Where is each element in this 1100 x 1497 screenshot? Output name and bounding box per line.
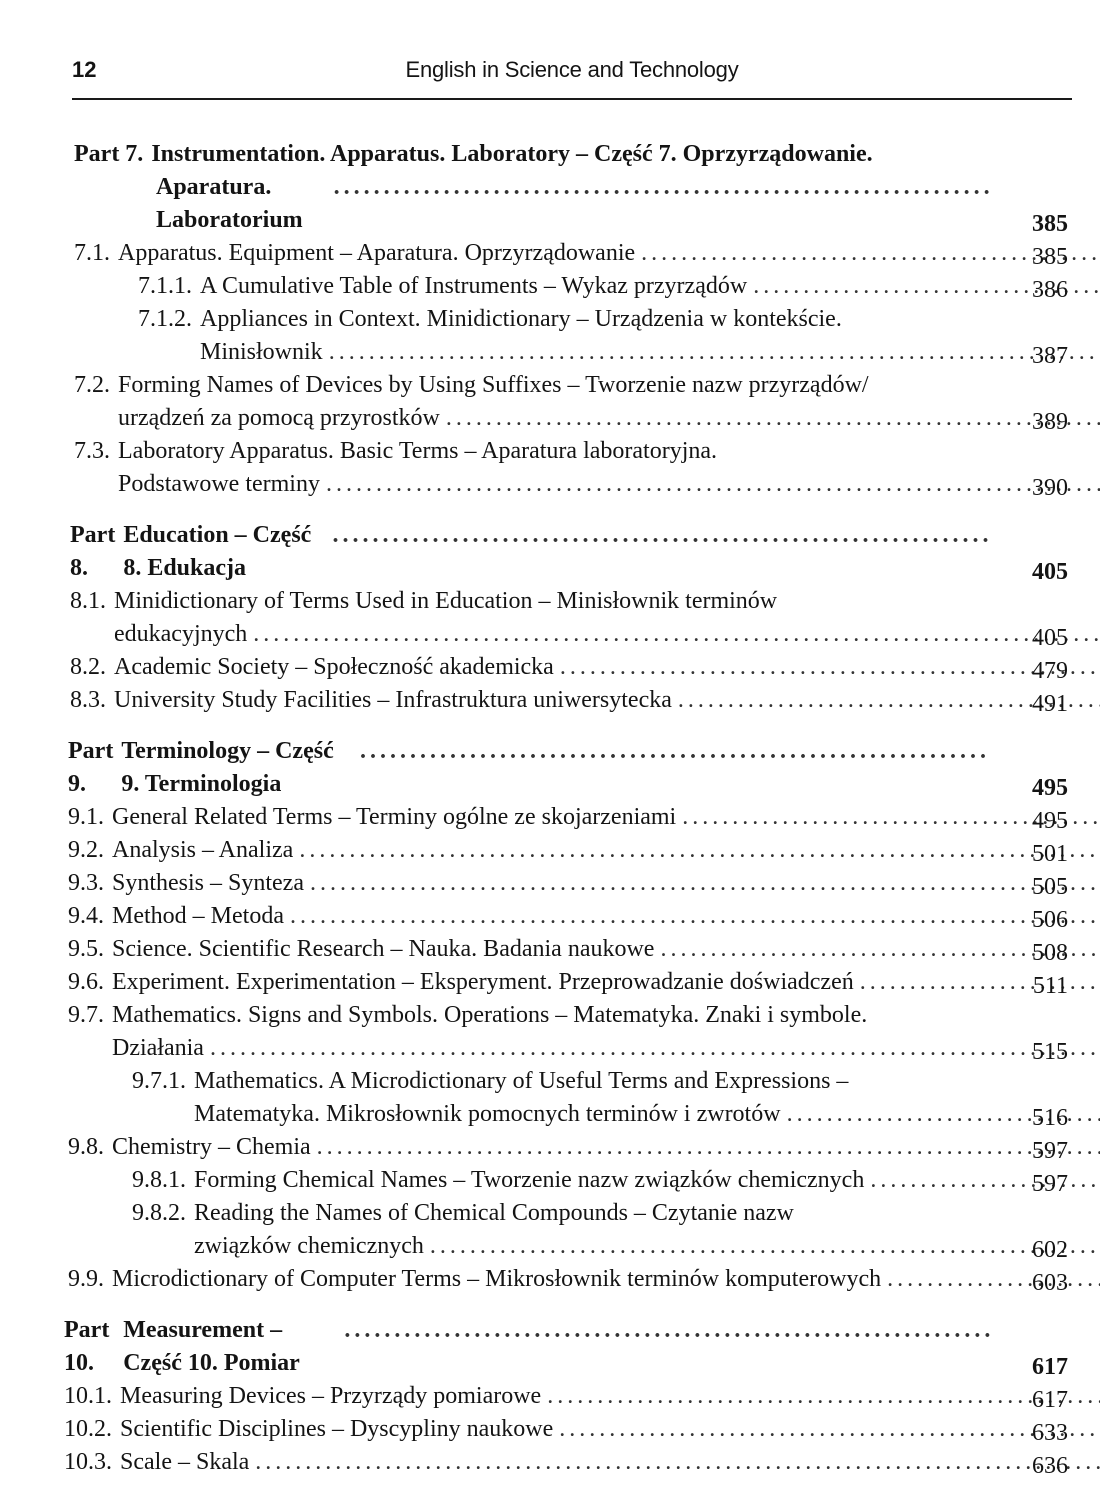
- page-number: 12: [72, 57, 97, 82]
- toc-part-number: Part 7.: [74, 141, 144, 167]
- toc-entry-title: Scientific Disciplines – Dyscypliny naukowe: [120, 1416, 554, 1442]
- toc-page-ref: 385: [1032, 211, 1068, 237]
- leader-dots: [547, 1380, 1100, 1413]
- toc-part-heading: [68, 735, 1074, 801]
- toc-entry-number: 9.1.: [68, 804, 104, 830]
- toc-entry: [70, 651, 1074, 684]
- toc-entry: [68, 900, 1074, 933]
- toc-entry-number: 8.1.: [70, 588, 106, 614]
- toc-entry-title: edukacyjnych: [114, 621, 248, 647]
- toc-entry-title: Minisłownik: [200, 339, 323, 365]
- toc-entry-number: 9.8.1.: [132, 1167, 186, 1193]
- table-of-contents: [64, 138, 1074, 1497]
- leader-dots: [329, 336, 1100, 369]
- toc-page-ref: 617: [1032, 1387, 1068, 1413]
- toc-entry: [68, 1065, 1074, 1131]
- toc-entry: [70, 585, 1074, 651]
- toc-part-heading: [70, 519, 1074, 585]
- toc-entry-number: 7.1.1.: [138, 273, 192, 299]
- toc-entry-number: 7.1.: [74, 240, 110, 266]
- leader-dots: [326, 468, 1100, 501]
- toc-page-ref: 389: [1032, 409, 1068, 435]
- toc-entry-title: Podstawowe terminy: [118, 471, 320, 497]
- toc-entry-number: 7.2.: [74, 372, 110, 398]
- toc-part-title: Measurement – Część 10. Pomiar: [123, 1317, 300, 1376]
- toc-page-ref: 387: [1032, 343, 1068, 369]
- toc-page-ref: 617: [1032, 1354, 1068, 1380]
- toc-entry: [68, 834, 1074, 867]
- toc-entry-title-line: Mathematics. A Microdictionary of Useful Terms and Expressions –: [194, 1068, 849, 1094]
- leader-dots: [210, 1032, 1100, 1065]
- toc-page-ref: 602: [1032, 1237, 1068, 1263]
- toc-entry-title: Działania: [112, 1035, 204, 1061]
- toc-page-ref: 633: [1032, 1420, 1068, 1446]
- toc-entry-title: Forming Chemical Names – Tworzenie nazw związków chemicznych: [194, 1167, 865, 1193]
- toc-entry: [64, 1413, 1074, 1446]
- toc-entry: [74, 270, 1074, 303]
- toc-entry: [68, 999, 1074, 1065]
- toc-entry-title-line: Laboratory Apparatus. Basic Terms – Aparatura laboratoryjna.: [118, 438, 718, 464]
- leader-dots: [255, 1446, 1100, 1479]
- toc-entry: [74, 237, 1074, 270]
- toc-entry: [68, 1131, 1074, 1164]
- leader-dots: [430, 1230, 1100, 1263]
- toc-page-ref: 603: [1032, 1270, 1068, 1296]
- toc-entry-title: Science. Scientific Research – Nauka. Badania naukowe: [112, 936, 655, 962]
- toc-entry: [68, 966, 1074, 999]
- toc-page-ref: 405: [1032, 625, 1068, 651]
- toc-entry-number: 7.3.: [74, 438, 110, 464]
- toc-entry-number: 8.3.: [70, 687, 106, 713]
- toc-part-9: [64, 735, 1074, 1296]
- toc-entry-title: Academic Society – Społeczność akademicka: [114, 654, 554, 680]
- leader-dots: [446, 402, 1100, 435]
- toc-entry: [68, 1263, 1074, 1296]
- toc-part-heading: [74, 138, 1074, 237]
- toc-entry-title: A Cumulative Table of Instruments – Wykaz przyrządów: [200, 273, 748, 299]
- toc-entry: [68, 867, 1074, 900]
- leader-dots: [887, 1263, 1100, 1296]
- leader-dots: [317, 1131, 1100, 1164]
- toc-page-ref: 597: [1032, 1171, 1068, 1197]
- toc-entry-title-line: Reading the Names of Chemical Compounds – Czytanie nazw: [194, 1200, 794, 1226]
- toc-entry-number: 9.3.: [68, 870, 104, 896]
- toc-entry-title: Synthesis – Synteza: [112, 870, 304, 896]
- toc-part-heading: [64, 1314, 1074, 1380]
- toc-entry-number: 9.9.: [68, 1266, 104, 1292]
- leader-dots: [332, 519, 990, 552]
- leader-dots: [310, 867, 1100, 900]
- toc-entry: [74, 369, 1074, 435]
- toc-entry-number: 10.2.: [64, 1416, 112, 1442]
- toc-entry-title: Method – Metoda: [112, 903, 284, 929]
- toc-entry: [64, 1380, 1074, 1413]
- toc-part-7: [64, 138, 1074, 501]
- toc-entry-title-line: Mathematics. Signs and Symbols. Operations – Matematyka. Znaki i symbole.: [112, 1002, 868, 1028]
- toc-part-title-line: Aparatura. Laboratorium: [156, 174, 303, 233]
- toc-page-ref: 386: [1032, 277, 1068, 303]
- toc-page-ref: 506: [1032, 907, 1068, 933]
- toc-page-ref: 636: [1032, 1453, 1068, 1479]
- leader-dots: [559, 1413, 1100, 1446]
- toc-entry: [74, 435, 1074, 501]
- toc-entry-title: Scale – Skala: [120, 1449, 250, 1475]
- toc-entry-number: 9.8.2.: [132, 1200, 186, 1226]
- toc-entry-title-line: Minidictionary of Terms Used in Education – Minisłownik terminów: [114, 588, 778, 614]
- toc-entry-title: Experiment. Experimentation – Eksperyment. Przeprowadzanie doświadczeń: [112, 969, 854, 995]
- toc-entry-number: 9.2.: [68, 837, 104, 863]
- toc-entry-number: 9.4.: [68, 903, 104, 929]
- leader-dots: [253, 618, 1100, 651]
- toc-entry-number: 10.1.: [64, 1383, 112, 1409]
- toc-page-ref: 511: [1032, 973, 1068, 999]
- toc-entry-title: związków chemicznych: [194, 1233, 424, 1259]
- toc-entry: [64, 1446, 1074, 1479]
- toc-part-title-line: Instrumentation. Apparatus. Laboratory – Część 7. Oprzyrządowanie.: [151, 141, 873, 167]
- running-title: English in Science and Technology: [405, 57, 739, 82]
- toc-page-ref: 505: [1032, 874, 1068, 900]
- toc-entry-title: General Related Terms – Terminy ogólne ze skojarzeniami: [112, 804, 677, 830]
- toc-entry-title: Matematyka. Mikrosłownik pomocnych terminów i zwrotów: [194, 1101, 781, 1127]
- toc-entry: [68, 1197, 1074, 1263]
- toc-entry: [68, 1164, 1074, 1197]
- leader-dots: [344, 1314, 990, 1347]
- toc-entry-title: Microdictionary of Computer Terms – Mikrosłownik terminów komputerowych: [112, 1266, 882, 1292]
- toc-page-ref: 405: [1032, 559, 1068, 585]
- leader-dots: [290, 900, 1100, 933]
- toc-page-ref: 516: [1032, 1105, 1068, 1131]
- toc-entry: [68, 933, 1074, 966]
- toc-part-number: Part 8.: [70, 522, 116, 581]
- toc-part-number: Part 9.: [68, 738, 114, 797]
- toc-part-title: Terminology – Część 9. Terminologia: [121, 738, 334, 797]
- toc-entry-title: University Study Facilities – Infrastruktura uniwersytecka: [114, 687, 672, 713]
- leader-dots: [299, 834, 1100, 867]
- toc-page-ref: 495: [1032, 775, 1068, 801]
- toc-page-ref: 515: [1032, 1039, 1068, 1065]
- toc-entry-number: 9.5.: [68, 936, 104, 962]
- toc-entry-number: 7.1.2.: [138, 306, 192, 332]
- toc-entry-title: Chemistry – Chemia: [112, 1134, 311, 1160]
- toc-part-10: [64, 1314, 1074, 1479]
- toc-entry-title: Apparatus. Equipment – Aparatura. Oprzyrządowanie: [118, 240, 636, 266]
- toc-page-ref: 390: [1032, 475, 1068, 501]
- toc-entry-number: 8.2.: [70, 654, 106, 680]
- leader-dots: [334, 171, 990, 204]
- toc-entry: [68, 801, 1074, 834]
- toc-part-number: Part 10.: [64, 1317, 110, 1376]
- toc-part-8: [64, 519, 1074, 717]
- toc-entry: [70, 684, 1074, 717]
- toc-entry-number: 9.6.: [68, 969, 104, 995]
- toc-entry: [74, 303, 1074, 369]
- toc-entry-title: urządzeń za pomocą przyrostków: [118, 405, 440, 431]
- toc-entry-title: Analysis – Analiza: [112, 837, 294, 863]
- toc-entry-title-line: Forming Names of Devices by Using Suffixes – Tworzenie nazw przyrządów/: [118, 372, 869, 398]
- toc-page-ref: 479: [1032, 658, 1068, 684]
- toc-entry-number: 9.7.1.: [132, 1068, 186, 1094]
- leader-dots: [360, 735, 990, 768]
- toc-page-ref: 508: [1032, 940, 1068, 966]
- leader-dots: [560, 651, 1100, 684]
- toc-entry-title: Measuring Devices – Przyrządy pomiarowe: [120, 1383, 542, 1409]
- toc-page-ref: 385: [1032, 244, 1068, 270]
- toc-page-ref: 491: [1032, 691, 1068, 717]
- toc-entry-number: 9.8.: [68, 1134, 104, 1160]
- page-header: [72, 52, 1072, 100]
- toc-part-title: Education – Część 8. Edukacja: [123, 522, 312, 581]
- toc-entry-title-line: Appliances in Context. Minidictionary – Urządzenia w kontekście.: [200, 306, 842, 332]
- toc-entry-number: 9.7.: [68, 1002, 104, 1028]
- toc-page-ref: 495: [1032, 808, 1068, 834]
- toc-entry-number: 10.3.: [64, 1449, 112, 1475]
- toc-page-ref: 501: [1032, 841, 1068, 867]
- toc-page-ref: 597: [1032, 1138, 1068, 1164]
